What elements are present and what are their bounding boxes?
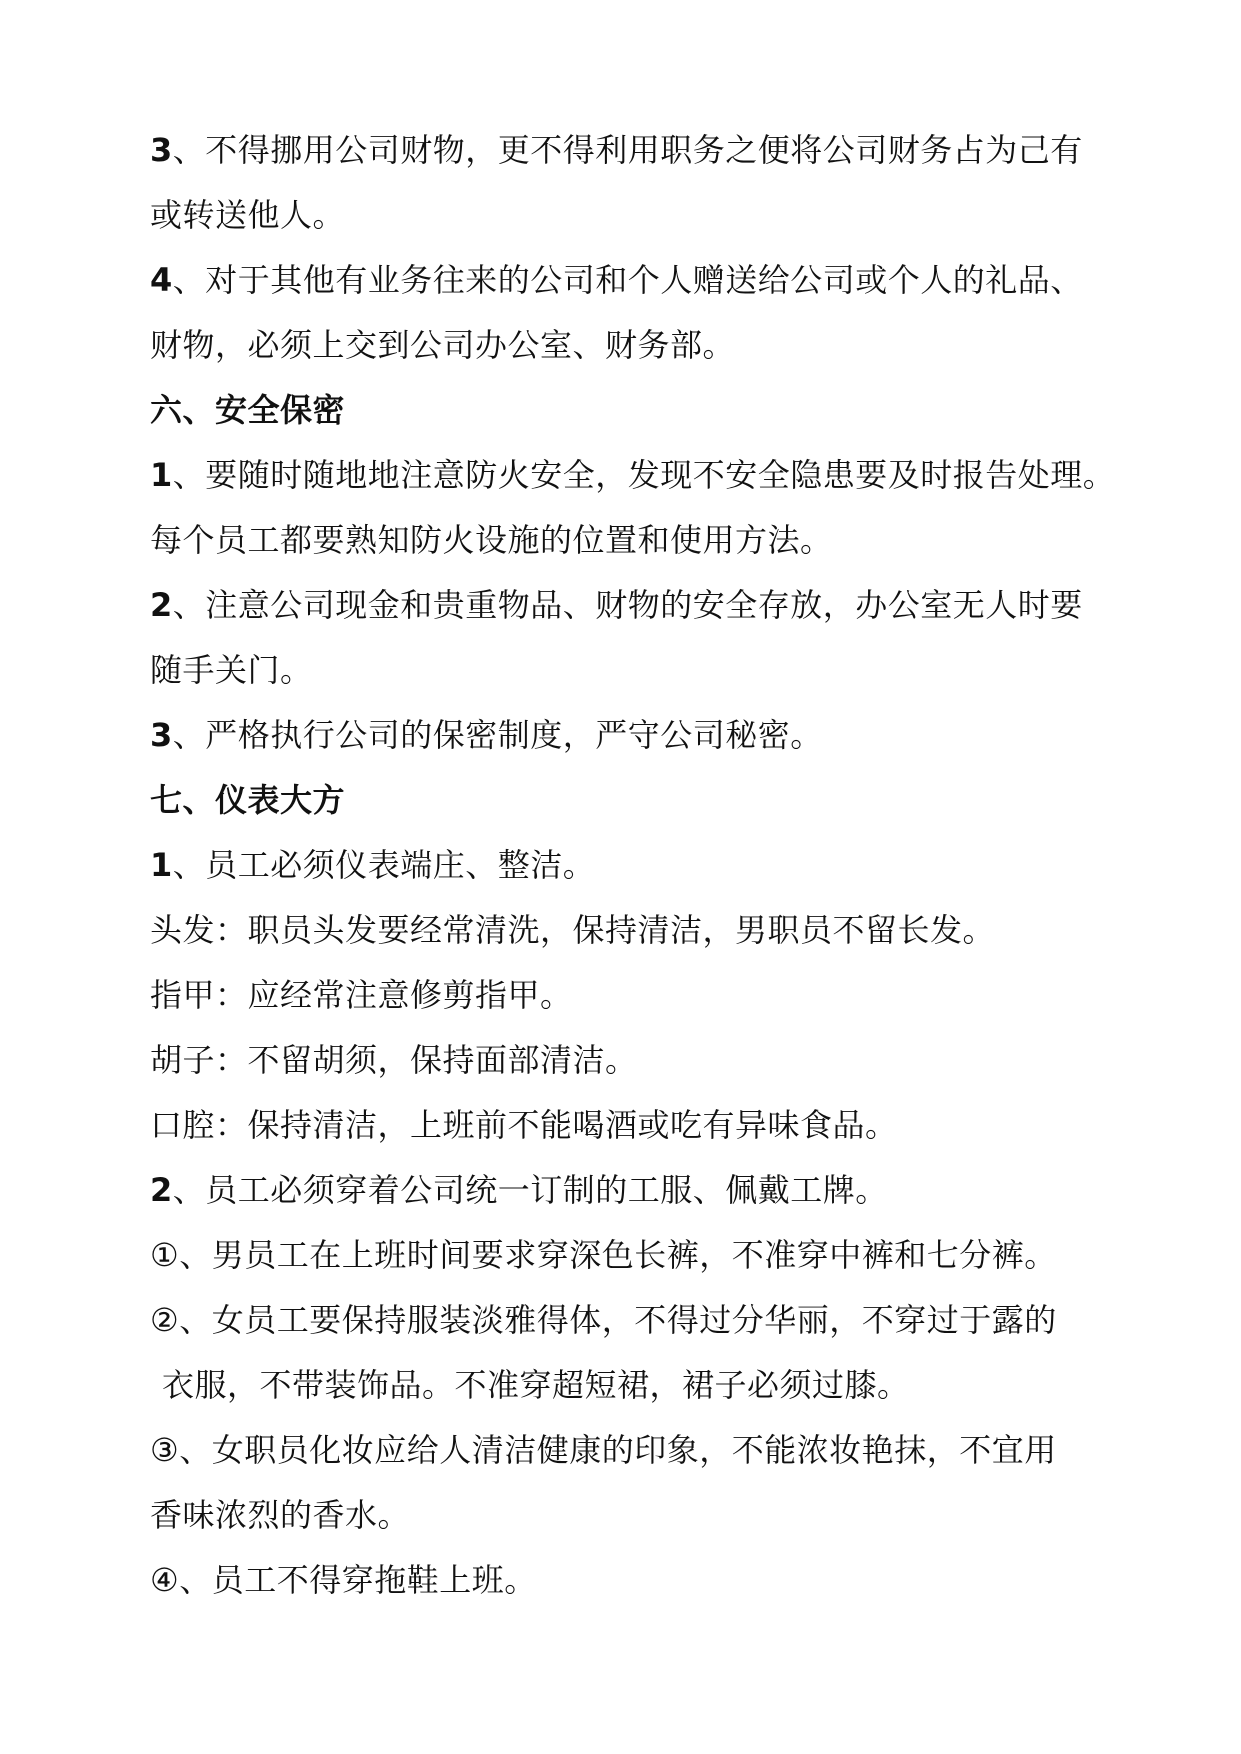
paragraph-line xyxy=(150,1158,1110,1223)
line-text: 、严格执行公司的保密制度，严守公司秘密。 xyxy=(172,716,823,754)
line-text: 胡子：不留胡须，保持面部清洁。 xyxy=(150,1041,638,1079)
document-page xyxy=(150,118,1116,1613)
line-text: 口腔：保持清洁，上班前不能喝酒或吃有异味食品。 xyxy=(150,1106,898,1144)
line-text: 、要随时随地地注意防火安全，发现不安全隐患要及时报告处理。 xyxy=(172,456,1116,494)
paragraph-line xyxy=(150,833,1110,898)
paragraph-line xyxy=(150,118,1110,183)
paragraph-line xyxy=(150,1483,1110,1548)
line-text: 头发：职员头发要经常清洗，保持清洁，男职员不留长发。 xyxy=(150,911,996,949)
line-text: 、注意公司现金和贵重物品、财物的安全存放，办公室无人时要 xyxy=(172,586,1083,624)
line-text: 财物，必须上交到公司办公室、财务部。 xyxy=(150,326,736,364)
line-text: 每个员工都要熟知防火设施的位置和使用方法。 xyxy=(150,521,833,559)
line-text: ②、女员工要保持服装淡雅得体，不得过分华丽，不穿过于露的 xyxy=(150,1301,1057,1339)
paragraph-line xyxy=(150,638,1110,703)
paragraph-line xyxy=(150,1028,1110,1093)
paragraph-line xyxy=(150,573,1110,638)
item-number: 3 xyxy=(150,716,173,754)
line-text: ④、员工不得穿拖鞋上班。 xyxy=(150,1561,537,1599)
line-text: 或转送他人。 xyxy=(150,196,346,234)
paragraph-line xyxy=(150,1288,1110,1353)
section-heading: 七、仪表大方 xyxy=(150,781,346,819)
line-text: ③、女职员化妆应给人清洁健康的印象，不能浓妆艳抹，不宜用 xyxy=(150,1431,1057,1469)
line-text: 衣服，不带装饰品。不准穿超短裙，裙子必须过膝。 xyxy=(162,1366,910,1404)
item-number: 1 xyxy=(150,456,173,494)
paragraph-line xyxy=(150,898,1110,963)
paragraph-line xyxy=(150,1093,1110,1158)
paragraph-line xyxy=(150,1418,1110,1483)
line-text: 香味浓烈的香水。 xyxy=(150,1496,411,1534)
paragraph-line xyxy=(150,1353,1110,1418)
line-text: 、员工必须仪表端庄、整洁。 xyxy=(172,846,596,884)
paragraph-line xyxy=(150,508,1110,573)
item-number: 1 xyxy=(150,846,173,884)
section-heading: 六、安全保密 xyxy=(150,391,346,429)
paragraph-line xyxy=(150,183,1110,248)
line-text: 、对于其他有业务往来的公司和个人赠送给公司或个人的礼品、 xyxy=(172,261,1083,299)
line-text: 指甲：应经常注意修剪指甲。 xyxy=(150,976,573,1014)
line-text: ①、男员工在上班时间要求穿深色长裤，不准穿中裤和七分裤。 xyxy=(150,1236,1057,1274)
line-text: 、不得挪用公司财物，更不得利用职务之便将公司财务占为己有 xyxy=(172,131,1083,169)
paragraph-line xyxy=(150,1548,1110,1613)
item-number: 4 xyxy=(150,261,173,299)
item-number: 3 xyxy=(150,131,173,169)
paragraph-line xyxy=(150,248,1110,313)
line-text: 、员工必须穿着公司统一订制的工服、佩戴工牌。 xyxy=(172,1171,888,1209)
line-text: 随手关门。 xyxy=(150,651,313,689)
item-number: 2 xyxy=(150,586,173,624)
paragraph-line xyxy=(150,1223,1110,1288)
paragraph-line xyxy=(150,703,1110,768)
paragraph-line xyxy=(150,963,1110,1028)
item-number: 2 xyxy=(150,1171,173,1209)
paragraph-line xyxy=(150,313,1110,378)
paragraph-line xyxy=(150,443,1116,508)
